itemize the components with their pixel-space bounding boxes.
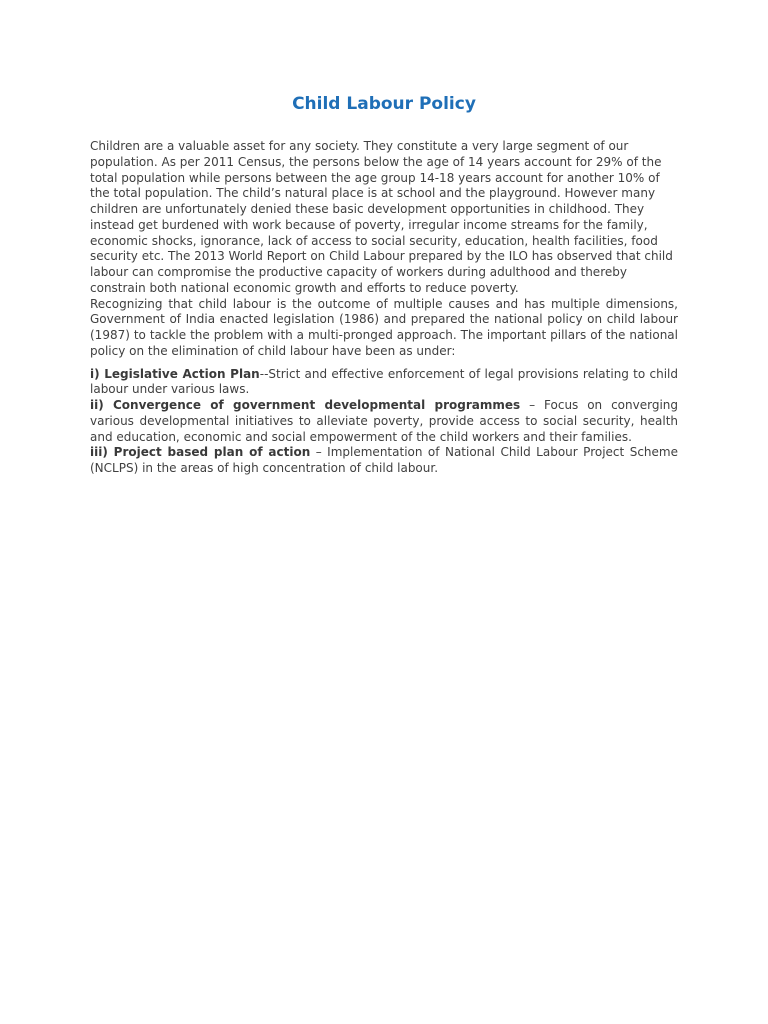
pillar-heading: iii) Project based plan of action (90, 445, 311, 460)
policy-paragraph: Recognizing that child labour is the outcome of multiple causes and has multiple dimensions, Government of India enacted legislation (1986) and prepared the national policy on child labour (1987) to tackle the problem with a multi-pronged approach. The important pillars of the national policy on the elimination of child labour have been as under: (90, 296, 678, 358)
document-body (90, 139, 678, 477)
paragraph-spacer (90, 360, 678, 367)
pillar-text: – Implementation of National Child Labour Project Scheme (NCLPS) in the areas of high concentration of child labour. (90, 445, 678, 475)
pillar-heading: ii) Convergence of government developmental programmes (90, 398, 521, 412)
pillar-heading: i) Legislative Action Plan (90, 366, 260, 381)
pillar-item-convergence (90, 398, 678, 445)
pillar-item-project (90, 445, 678, 477)
page-title: Child Labour Policy (292, 94, 476, 114)
pillar-text: --Strict and effective enforcement of legal provisions relating to child labour under various laws. (90, 366, 678, 397)
intro-paragraph: Children are a valuable asset for any society. They constitute a very large segment of our population. As per 2011 Census, the persons below the age of 14 years account for 29% of the total population while persons between the age group 14-18 years account for another 10% of the total population. The child’s natural place is at school and the playground. However many children are unfortunately denied these basic development opportunities in childhood. They instead get burdened with work because of poverty, irregular income streams for the family, economic shocks, ignorance, lack of access to social security, education, health facilities, food security etc. The 2013 World Report on Child Labour prepared by the ILO has observed that child labour can compromise the productive capacity of workers during adulthood and thereby constrain both national economic growth and efforts to reduce poverty. (90, 139, 673, 295)
pillar-item-legislative (90, 367, 678, 399)
pillar-text: – Focus on converging various developmental initiatives to alleviate poverty, provide access to social security, health and education, economic and social empowerment of the child workers and their families. (90, 398, 679, 444)
